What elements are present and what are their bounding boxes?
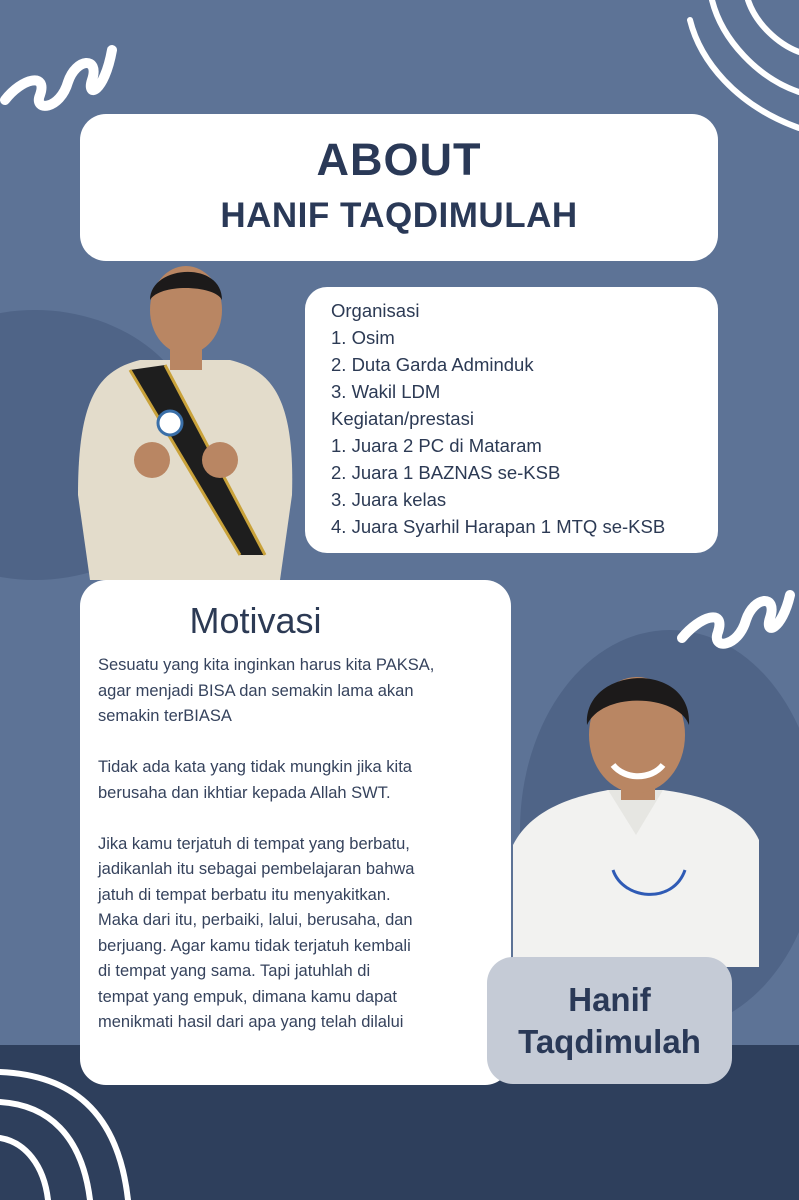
info-line: 1. Juara 2 PC di Mataram [331, 435, 542, 456]
info-card [305, 287, 718, 553]
name-card [487, 957, 732, 1084]
motivasi-title: Motivasi [189, 600, 322, 641]
motivasi-line: menikmati hasil dari apa yang telah dilalui [98, 1013, 404, 1031]
squiggle-top-left [5, 50, 112, 106]
motivasi-line: jatuh di tempat berbatu itu menyakitkan. [98, 885, 391, 904]
info-line: 2. Juara 1 BAZNAS se-KSB [331, 462, 561, 483]
info-line: 2. Duta Garda Adminduk [331, 354, 534, 375]
motivasi-line: berusaha dan ikhtiar kepada Allah SWT. [98, 783, 391, 802]
info-line: Kegiatan/prestasi [331, 408, 474, 429]
name-first: Hanif [568, 981, 651, 1018]
info-line: Organisasi [331, 300, 420, 321]
motivasi-line: jadikanlah itu sebagai pembelajaran bahwa [98, 860, 415, 878]
photo-with-sash [70, 255, 300, 580]
motivasi-line: tempat yang empuk, dimana kamu dapat [98, 987, 398, 1006]
name-last: Taqdimulah [518, 1023, 701, 1060]
info-line: 4. Juara Syarhil Harapan 1 MTQ se-KSB [331, 516, 666, 537]
motivasi-line: di tempat yang sama. Tapi jatuhlah di [98, 962, 371, 980]
motivasi-line: agar menjadi BISA dan semakin lama akan [98, 681, 414, 700]
motivasi-line: Tidak ada kata yang tidak mungkin jika kita [98, 758, 412, 776]
info-line: 3. Juara kelas [331, 489, 447, 510]
motivasi-line: Sesuatu yang kita inginkan harus kita PAKSA, [98, 656, 435, 674]
arc-top-right-2 [712, 0, 799, 92]
motivasi-line: Jika kamu terjatuh di tempat yang berbatu, [98, 834, 410, 853]
motivasi-body [98, 653, 508, 1036]
title-about: ABOUT [316, 134, 482, 185]
motivasi-line: Maka dari itu, perbaiki, lalui, berusaha, dan [98, 911, 413, 929]
arc-top-right-1 [690, 20, 799, 128]
motivasi-line: berjuang. Agar kamu tidak terjatuh kembali [98, 936, 411, 955]
arc-top-right-3 [748, 0, 799, 52]
info-line: 1. Osim [331, 327, 395, 348]
info-line: 3. Wakil LDM [331, 381, 441, 402]
title-card [80, 114, 718, 261]
title-name: HANIF TAQDIMULAH [220, 196, 578, 235]
portrait-photo [513, 655, 759, 967]
motivasi-card [80, 580, 511, 1085]
motivasi-line: semakin terBIASA [98, 707, 232, 725]
